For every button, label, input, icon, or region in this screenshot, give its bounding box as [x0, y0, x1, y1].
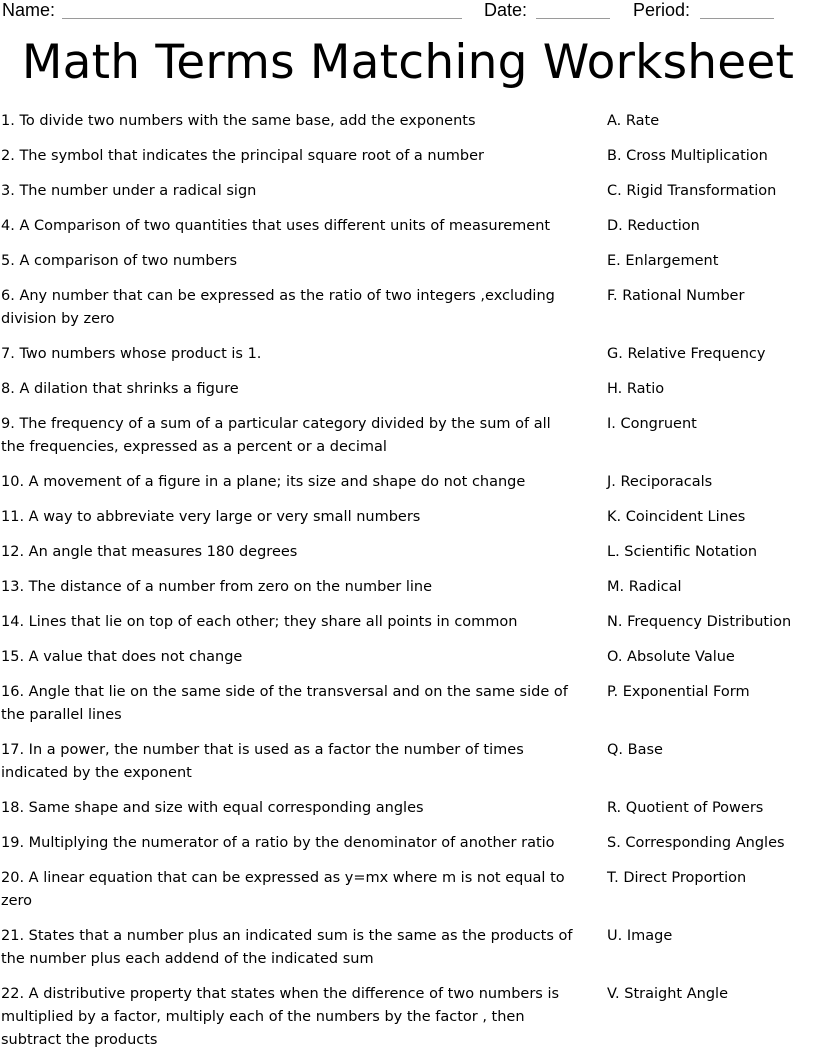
answer-option: H. Ratio	[607, 381, 665, 397]
answer-option: N. Frequency Distribution	[607, 614, 792, 630]
clue-text: 7. Two numbers whose product is 1.	[1, 346, 262, 362]
match-row	[0, 471, 816, 494]
match-row	[0, 285, 816, 331]
answer-option: F. Rational Number	[607, 288, 745, 304]
answer-option: R. Quotient of Powers	[607, 800, 764, 816]
match-row	[0, 215, 816, 238]
clue-text: 16. Angle that lie on the same side of the transversal and on the same side of the parallel lines	[1, 684, 568, 723]
match-row	[0, 983, 816, 1052]
clue-text: 9. The frequency of a sum of a particular category divided by the sum of all the frequencies, expressed as a percent or a decimal	[1, 416, 551, 455]
match-row	[0, 797, 816, 820]
match-row	[0, 611, 816, 634]
date-blank[interactable]	[536, 18, 610, 19]
match-row	[0, 925, 816, 971]
clue-text: 13. The distance of a number from zero on the number line	[1, 579, 433, 595]
clue-text: 14. Lines that lie on top of each other; they share all points in common	[1, 614, 518, 630]
clue-text: 20. A linear equation that can be expressed as y=mx where m is not equal to zero	[1, 870, 565, 909]
answer-option: O. Absolute Value	[607, 649, 735, 665]
period-label: Period:	[633, 0, 691, 20]
clue-text: 2. The symbol that indicates the principal square root of a number	[1, 148, 485, 164]
answer-option: T. Direct Proportion	[607, 870, 747, 886]
answer-option: E. Enlargement	[607, 253, 719, 269]
clue-text: 12. An angle that measures 180 degrees	[1, 544, 298, 560]
answer-option: J. Reciporacals	[607, 474, 713, 490]
clue-text: 10. A movement of a figure in a plane; its size and shape do not change	[1, 474, 526, 490]
match-row	[0, 250, 816, 273]
clue-text: 1. To divide two numbers with the same base, add the exponents	[1, 113, 476, 129]
clue-text: 19. Multiplying the numerator of a ratio by the denominator of another ratio	[1, 835, 555, 851]
match-row	[0, 378, 816, 401]
clue-text: 15. A value that does not change	[1, 649, 243, 665]
clue-text: 11. A way to abbreviate very large or very small numbers	[1, 509, 421, 525]
answer-option: I. Congruent	[607, 416, 697, 432]
match-row	[0, 343, 816, 366]
worksheet-header	[0, 0, 816, 22]
answer-option: C. Rigid Transformation	[607, 183, 777, 199]
match-row	[0, 506, 816, 529]
answer-option: S. Corresponding Angles	[607, 835, 785, 851]
clue-text: 22. A distributive property that states when the difference of two numbers is multiplied by a factor, multiply each of the numbers by the factor , then subtract the products	[1, 986, 560, 1048]
match-row	[0, 867, 816, 913]
name-label: Name:	[2, 0, 56, 20]
page-title: Math Terms Matching Worksheet	[21, 35, 795, 90]
answer-option: A. Rate	[607, 113, 660, 129]
answer-option: D. Reduction	[607, 218, 700, 234]
clue-text: 5. A comparison of two numbers	[1, 253, 238, 269]
clue-text: 17. In a power, the number that is used as a factor the number of times indicated by the exponent	[1, 742, 524, 781]
match-row	[0, 541, 816, 564]
answer-option: L. Scientific Notation	[607, 544, 758, 560]
period-blank[interactable]	[700, 18, 774, 19]
answer-option: V. Straight Angle	[607, 986, 728, 1002]
answer-option: Q. Base	[607, 742, 663, 758]
match-row	[0, 681, 816, 727]
clue-text: 3. The number under a radical sign	[1, 183, 257, 199]
name-blank[interactable]	[62, 18, 462, 19]
answer-option: K. Coincident Lines	[607, 509, 746, 525]
clue-text: 4. A Comparison of two quantities that uses different units of measurement	[1, 218, 551, 234]
match-row	[0, 576, 816, 599]
match-row	[0, 832, 816, 855]
match-row	[0, 110, 816, 133]
answer-option: P. Exponential Form	[607, 684, 750, 700]
match-row	[0, 413, 816, 459]
match-row	[0, 646, 816, 669]
date-label: Date:	[484, 0, 528, 20]
matching-list	[0, 110, 816, 1064]
match-row	[0, 739, 816, 785]
clue-text: 8. A dilation that shrinks a figure	[1, 381, 239, 397]
clue-text: 6. Any number that can be expressed as the ratio of two integers ,excluding division by zero	[1, 288, 555, 327]
clue-text: 21. States that a number plus an indicated sum is the same as the products of the number plus each addend of the indicated sum	[1, 928, 573, 967]
answer-option: B. Cross Multiplication	[607, 148, 768, 164]
answer-option: U. Image	[607, 928, 673, 944]
match-row	[0, 180, 816, 203]
clue-text: 18. Same shape and size with equal corresponding angles	[1, 800, 424, 816]
answer-option: G. Relative Frequency	[607, 346, 766, 362]
answer-option: M. Radical	[607, 579, 682, 595]
match-row	[0, 145, 816, 168]
